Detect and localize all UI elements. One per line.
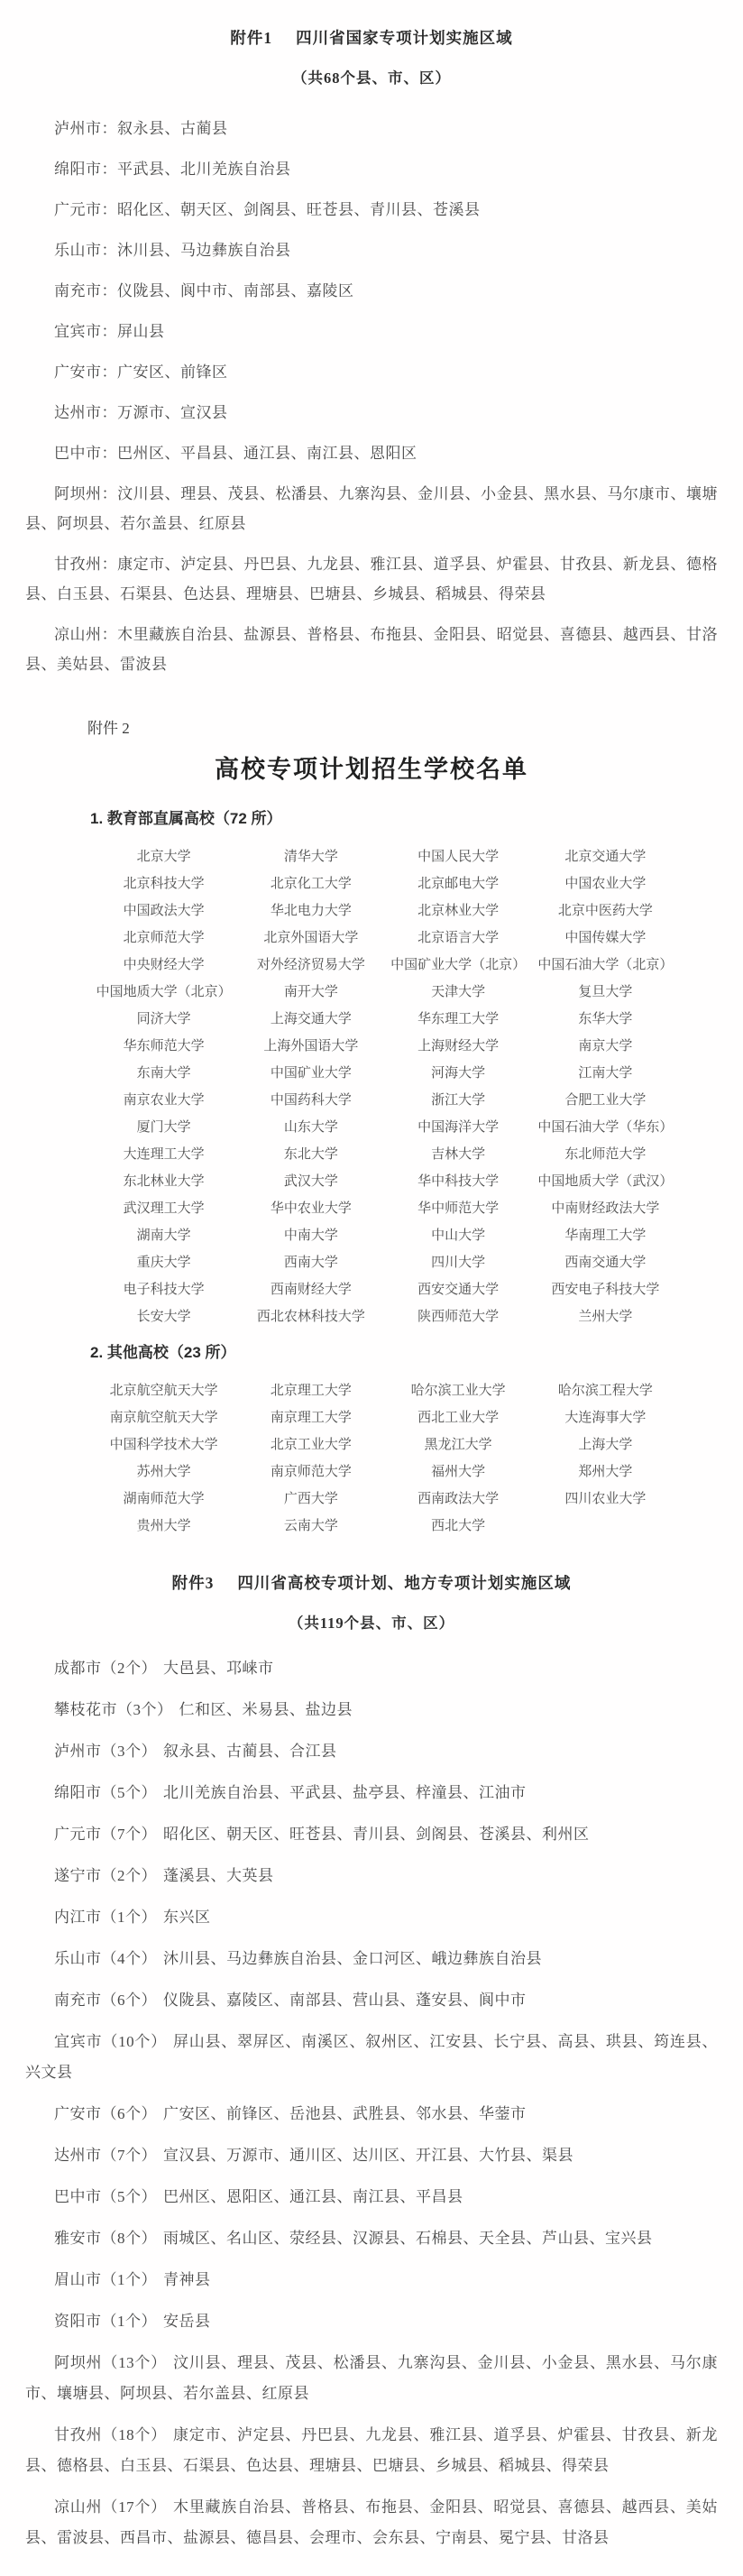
university-name: 天津大学 (431, 985, 486, 999)
region-city-prefix: 泸州市（3个） (54, 1743, 157, 1760)
university-name: 华中农业大学 (270, 1201, 352, 1216)
university-name: 中国矿业大学（北京） (390, 958, 527, 972)
university-name: 兰州大学 (578, 1310, 633, 1324)
university-name: 北京交通大学 (564, 850, 647, 864)
university-name: 四川农业大学 (564, 1492, 647, 1506)
university-name: 西安交通大学 (417, 1283, 500, 1297)
region-names: 广安区、前锋区 (117, 363, 228, 381)
university-name: 北京大学 (136, 850, 191, 864)
university-name: 北京外国语大学 (263, 931, 359, 945)
university-name: 西南政法大学 (417, 1492, 500, 1506)
university-name: 大连海事大学 (564, 1411, 647, 1425)
university-name: 福州大学 (431, 1465, 486, 1479)
region-names: 沐川县、马边彝族自治县、金口河区、峨边彝族自治县 (163, 1950, 542, 1967)
university-name: 浙江大学 (431, 1093, 486, 1108)
region-entry (25, 1778, 718, 1808)
attachment2-title: 高校专项计划招生学校名单 (215, 756, 528, 783)
university-name: 合肥工业大学 (564, 1093, 647, 1108)
university-name: 南京农业大学 (123, 1093, 205, 1108)
region-entry (25, 2182, 718, 2213)
region-city-prefix: 乐山市（4个） (54, 1950, 157, 1967)
region-names: 广安区、前锋区、岳池县、武胜县、邻水县、华蓥市 (163, 2105, 527, 2122)
region-entry (25, 479, 718, 538)
region-entry (25, 398, 718, 428)
university-name: 吉林大学 (431, 1147, 486, 1162)
region-names: 汶川县、理县、茂县、松潘县、九寨沟县、金川县、小金县、黑水县、马尔康市、壤塘县、阿坝县、若尔盖县、红原县 (25, 2354, 719, 2402)
region-city-prefix: 遂宁市（2个） (54, 1867, 157, 1884)
region-names: 屏山县、翠屏区、南溪区、叙州区、江安县、长宁县、高县、珙县、筠连县、兴文县 (25, 2033, 719, 2081)
university-name: 华东理工大学 (417, 1012, 500, 1026)
university-name: 北京理工大学 (270, 1384, 352, 1398)
region-city-prefix: 成都市（2个） (54, 1660, 157, 1677)
university-name: 北京航空航天大学 (109, 1384, 218, 1398)
region-names: 仪陇县、阆中市、南部县、嘉陵区 (117, 282, 354, 299)
university-name: 上海交通大学 (270, 1012, 352, 1026)
university-name: 中国科学技术大学 (109, 1438, 218, 1452)
university-name: 郑州大学 (578, 1465, 633, 1479)
university-name: 北京中医药大学 (557, 904, 653, 918)
university-name: 中国药科大学 (270, 1093, 352, 1108)
attachment2-label: 附件 2 (87, 720, 130, 737)
university-name: 中国石油大学（北京） (537, 958, 674, 972)
university-name: 中国传媒大学 (564, 931, 647, 945)
region-entry (25, 317, 718, 346)
university-name: 南京航空航天大学 (109, 1411, 218, 1425)
region-city-prefix: 泸州市： (54, 120, 117, 137)
university-name: 苏州大学 (136, 1465, 191, 1479)
region-names: 沐川县、马边彝族自治县 (117, 242, 291, 259)
university-name: 重庆大学 (136, 1256, 191, 1270)
attachment1-subtitle: （共68个县、市、区） (292, 69, 451, 87)
region-names: 雨城区、名山区、荥经县、汉源县、石棉县、天全县、芦山县、宝兴县 (163, 2230, 653, 2247)
region-entry (25, 2306, 718, 2337)
region-names: 巴州区、平昌县、通江县、南江县、恩阳区 (117, 445, 417, 462)
attachment1-heading (25, 0, 718, 49)
university-name: 山东大学 (283, 1120, 338, 1135)
region-names: 东兴区 (163, 1909, 211, 1926)
university-name: 中山大学 (431, 1228, 486, 1243)
region-entry (25, 620, 718, 679)
region-city-prefix: 南充市（6个） (54, 1992, 157, 2009)
university-name: 西南大学 (283, 1256, 338, 1270)
region-names: 平武县、北川羌族自治县 (117, 161, 291, 178)
region-names: 木里藏族自治县、普格县、布拖县、金阳县、昭觉县、喜德县、越西县、美姑县、雷波县、西昌市、盐源县、德昌县、会理市、会东县、宁南县、冕宁县、甘洛县 (25, 2498, 719, 2546)
university-name: 中南大学 (283, 1228, 338, 1243)
university-name: 南开大学 (283, 985, 338, 999)
region-entry (25, 235, 718, 265)
region-entry (25, 1653, 718, 1684)
region-names: 青神县 (163, 2271, 211, 2288)
attachment3-title: 四川省高校专项计划、地方专项计划实施区域 (237, 1574, 572, 1592)
region-city-prefix: 乐山市： (54, 242, 117, 259)
university-name: 复旦大学 (578, 985, 633, 999)
attachment3-region-list (25, 1653, 718, 2553)
university-name: 陕西师范大学 (417, 1310, 500, 1324)
region-city-prefix: 达州市（7个） (54, 2147, 157, 2164)
university-name: 中国农业大学 (564, 877, 647, 891)
region-entry (25, 1944, 718, 1974)
university-name: 北京科技大学 (123, 877, 205, 891)
region-entry (25, 276, 718, 306)
university-name: 江南大学 (578, 1066, 633, 1081)
attachment2-section (25, 719, 718, 1540)
university-name: 厦门大学 (136, 1120, 191, 1135)
university-name: 云南大学 (283, 1519, 338, 1533)
university-name: 东华大学 (578, 1012, 633, 1026)
university-name: 武汉理工大学 (123, 1201, 205, 1216)
university-name: 北京邮电大学 (417, 877, 500, 891)
region-entry (25, 1902, 718, 1933)
university-name: 南京师范大学 (270, 1465, 352, 1479)
university-name: 哈尔滨工程大学 (557, 1384, 653, 1398)
region-entry (25, 2099, 718, 2130)
university-name: 上海外国语大学 (263, 1039, 359, 1053)
attachment3-heading (25, 1572, 718, 1594)
region-entry (25, 2492, 718, 2553)
university-name: 西北大学 (431, 1519, 486, 1533)
university-name: 中央财经大学 (123, 958, 205, 972)
attachment1-title: 四川省国家专项计划实施区域 (296, 29, 513, 47)
university-name: 同济大学 (136, 1012, 191, 1026)
university-name: 中国地质大学（北京） (96, 985, 232, 999)
university-name: 广西大学 (283, 1492, 338, 1506)
region-city-prefix: 雅安市（8个） (54, 2230, 157, 2247)
attachment3-label: 附件3 (171, 1574, 215, 1592)
university-name: 中国石油大学（华东） (537, 1120, 674, 1135)
university-name: 湖南师范大学 (123, 1492, 205, 1506)
region-city-prefix: 广安市： (54, 363, 117, 381)
region-entry (25, 2420, 718, 2481)
attachment3-section (25, 1572, 718, 2553)
region-names: 昭化区、朝天区、剑阁县、旺苍县、青川县、苍溪县 (117, 201, 481, 218)
university-name: 西北工业大学 (417, 1411, 500, 1425)
university-name: 南京大学 (578, 1039, 633, 1053)
university-name: 湖南大学 (136, 1228, 191, 1243)
university-name: 东北师范大学 (564, 1147, 647, 1162)
region-city-prefix: 广安市（6个） (54, 2105, 157, 2122)
region-names: 康定市、泸定县、丹巴县、九龙县、雅江县、道孚县、炉霍县、甘孜县、新龙县、德格县、白玉县、石渠县、色达县、理塘县、巴塘县、乡城县、稻城县、得荣县 (25, 2426, 719, 2474)
region-city-prefix: 广元市： (54, 201, 117, 218)
university-name: 北京化工大学 (270, 877, 352, 891)
region-names: 屏山县 (117, 323, 165, 340)
region-names: 巴州区、恩阳区、通江县、南江县、平昌县 (163, 2188, 463, 2205)
university-name: 哈尔滨工业大学 (410, 1384, 506, 1398)
section1-heading: 1. 教育部直属高校（72 所） (90, 810, 282, 827)
university-name: 华中师范大学 (417, 1201, 500, 1216)
university-name: 北京工业大学 (270, 1438, 352, 1452)
attachment1-label: 附件1 (230, 29, 273, 47)
university-name: 中国海洋大学 (417, 1120, 500, 1135)
region-city-prefix: 甘孜州（18个） (54, 2426, 167, 2443)
university-name: 贵州大学 (136, 1519, 191, 1533)
region-city-prefix: 资阳市（1个） (54, 2313, 157, 2330)
region-entry (25, 357, 718, 387)
region-city-prefix: 凉山州： (54, 626, 118, 643)
university-name: 北京师范大学 (123, 931, 205, 945)
region-city-prefix: 宜宾市（10个） (54, 2033, 167, 2050)
region-names: 叙永县、古蔺县、合江县 (163, 1743, 337, 1760)
university-name: 华南理工大学 (564, 1228, 647, 1243)
region-city-prefix: 广元市（7个） (54, 1826, 157, 1843)
region-city-prefix: 攀枝花市（3个） (54, 1701, 173, 1718)
university-name: 河海大学 (431, 1066, 486, 1081)
region-city-prefix: 南充市： (54, 282, 117, 299)
region-entry (25, 549, 718, 609)
region-entry (25, 2265, 718, 2295)
region-names: 仪陇县、嘉陵区、南部县、营山县、蓬安县、阆中市 (163, 1992, 527, 2009)
university-name: 北京语言大学 (417, 931, 500, 945)
region-city-prefix: 宜宾市： (54, 323, 117, 340)
university-name: 西南交通大学 (564, 1256, 647, 1270)
region-entry (25, 154, 718, 184)
region-city-prefix: 阿坝州： (54, 485, 118, 502)
region-names: 叙永县、古蔺县 (117, 120, 228, 137)
region-city-prefix: 眉山市（1个） (54, 2271, 157, 2288)
university-name: 中南财经政法大学 (551, 1201, 660, 1216)
region-entry (25, 1985, 718, 2016)
region-names: 康定市、泸定县、丹巴县、九龙县、雅江县、道孚县、炉霍县、甘孜县、新龙县、德格县、白玉县、石渠县、色达县、理塘县、巴塘县、乡城县、稻城县、得荣县 (25, 556, 719, 603)
region-city-prefix: 绵阳市（5个） (54, 1784, 157, 1801)
region-names: 大邑县、邛崃市 (163, 1660, 274, 1677)
region-city-prefix: 凉山州（17个） (54, 2498, 167, 2516)
university-name: 西安电子科技大学 (551, 1283, 660, 1297)
region-city-prefix: 巴中市： (54, 445, 117, 462)
section2-heading: 2. 其他高校（23 所） (90, 1344, 236, 1361)
university-name: 华东师范大学 (123, 1039, 205, 1053)
university-name: 南京理工大学 (270, 1411, 352, 1425)
region-names: 木里藏族自治县、盐源县、普格县、布拖县、金阳县、昭觉县、喜德县、越西县、甘洛县、美姑县、雷波县 (25, 626, 719, 673)
university-name: 四川大学 (431, 1256, 486, 1270)
university-name: 东北林业大学 (123, 1174, 205, 1189)
university-name: 中国政法大学 (123, 904, 205, 918)
university-name: 中国地质大学（武汉） (537, 1174, 674, 1189)
region-names: 仁和区、米易县、盐边县 (179, 1701, 353, 1718)
university-name: 西北农林科技大学 (256, 1310, 365, 1324)
region-entry (25, 2348, 718, 2409)
region-entry (25, 1736, 718, 1767)
university-name: 电子科技大学 (123, 1283, 205, 1297)
university-name: 对外经济贸易大学 (256, 958, 365, 972)
region-names: 北川羌族自治县、平武县、盐亭县、梓潼县、江油市 (163, 1784, 527, 1801)
region-city-prefix: 达州市： (54, 404, 117, 421)
university-name: 武汉大学 (283, 1174, 338, 1189)
ministry-universities-grid (90, 843, 679, 1330)
university-name: 东南大学 (136, 1066, 191, 1081)
university-name: 东北大学 (283, 1147, 338, 1162)
university-name: 黑龙江大学 (424, 1438, 492, 1452)
university-name: 北京林业大学 (417, 904, 500, 918)
region-entry (25, 1695, 718, 1725)
region-names: 蓬溪县、大英县 (163, 1867, 274, 1884)
region-city-prefix: 巴中市（5个） (54, 2188, 157, 2205)
region-city-prefix: 绵阳市： (54, 161, 117, 178)
region-names: 宣汉县、万源市、通川区、达川区、开江县、大竹县、渠县 (163, 2147, 573, 2164)
university-name: 华北电力大学 (270, 904, 352, 918)
region-city-prefix: 甘孜州： (54, 556, 118, 573)
attachment1-region-list (25, 114, 718, 679)
university-name: 华中科技大学 (417, 1174, 500, 1189)
region-names: 昭化区、朝天区、旺苍县、青川县、剑阁县、苍溪县、利州区 (163, 1826, 590, 1843)
attachment3-subtitle: （共119个县、市、区） (288, 1615, 455, 1632)
university-name: 长安大学 (136, 1310, 191, 1324)
university-name: 上海财经大学 (417, 1039, 500, 1053)
university-name: 中国矿业大学 (270, 1066, 352, 1081)
region-names: 万源市、宣汉县 (117, 404, 228, 421)
region-entry (25, 1819, 718, 1850)
region-city-prefix: 内江市（1个） (54, 1909, 157, 1926)
region-entry (25, 2140, 718, 2171)
university-name: 中国人民大学 (417, 850, 500, 864)
attachment1-section (25, 0, 718, 679)
university-name: 西南财经大学 (270, 1283, 352, 1297)
region-city-prefix: 阿坝州（13个） (54, 2354, 167, 2371)
region-entry (25, 1861, 718, 1891)
region-entry (25, 2027, 718, 2088)
university-name: 上海大学 (578, 1438, 633, 1452)
region-entry (25, 114, 718, 143)
region-names: 汶川县、理县、茂县、松潘县、九寨沟县、金川县、小金县、黑水县、马尔康市、壤塘县、阿坝县、若尔盖县、红原县 (25, 485, 719, 532)
region-entry (25, 438, 718, 468)
region-entry (25, 2223, 718, 2254)
region-entry (25, 195, 718, 225)
university-name: 大连理工大学 (123, 1147, 205, 1162)
other-universities-grid (90, 1377, 679, 1540)
university-name: 清华大学 (283, 850, 338, 864)
region-names: 安岳县 (163, 2313, 211, 2330)
